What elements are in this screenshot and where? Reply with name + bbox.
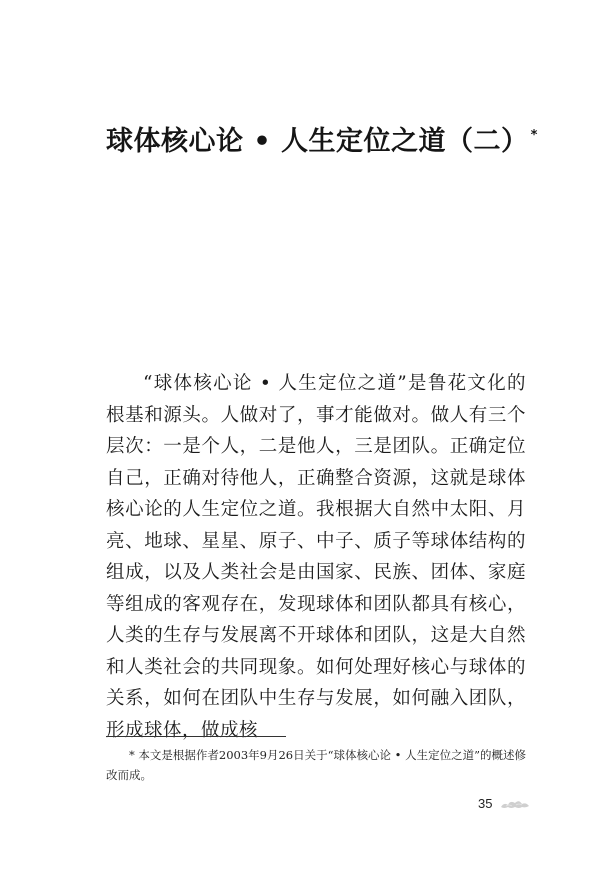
page-number: 35: [478, 796, 493, 811]
footnote-text: * 本文是根据作者2003年9月26日关于“球体核心论 • 人生定位之道”的概述修改而成。: [106, 748, 526, 782]
chapter-title-text: 球体核心论 • 人生定位之道（二）: [106, 126, 529, 157]
footnote-divider: [106, 736, 286, 737]
chapter-title: [106, 124, 538, 160]
body-paragraph: “球体核心论 • 人生定位之道”是鲁花文化的根基和源头。人做对了，事才能做对。做人有三个层次：一是个人，二是他人，三是团队。正确定位自己，正确对待他人，正确整合资源，这就是球体核心论的人生定位之道。我根据大自然中太阳、月亮、地球、星星、原子、中子、质子等球体结构的组成，以及人类社会是由国家、民族、团体、家庭等组成的客观存在，发现球体和团队都具有核心，人类的生存与发展离不开球体和团队，这是大自然和人类社会的共同现象。如何处理好核心与球体的关系，如何在团队中生存与发展，如何融入团队，形成球体，做成核: [106, 373, 526, 741]
cloud-ornament-icon: [500, 798, 530, 810]
page-footer: [478, 796, 530, 811]
footnote-marker: *: [530, 128, 538, 143]
